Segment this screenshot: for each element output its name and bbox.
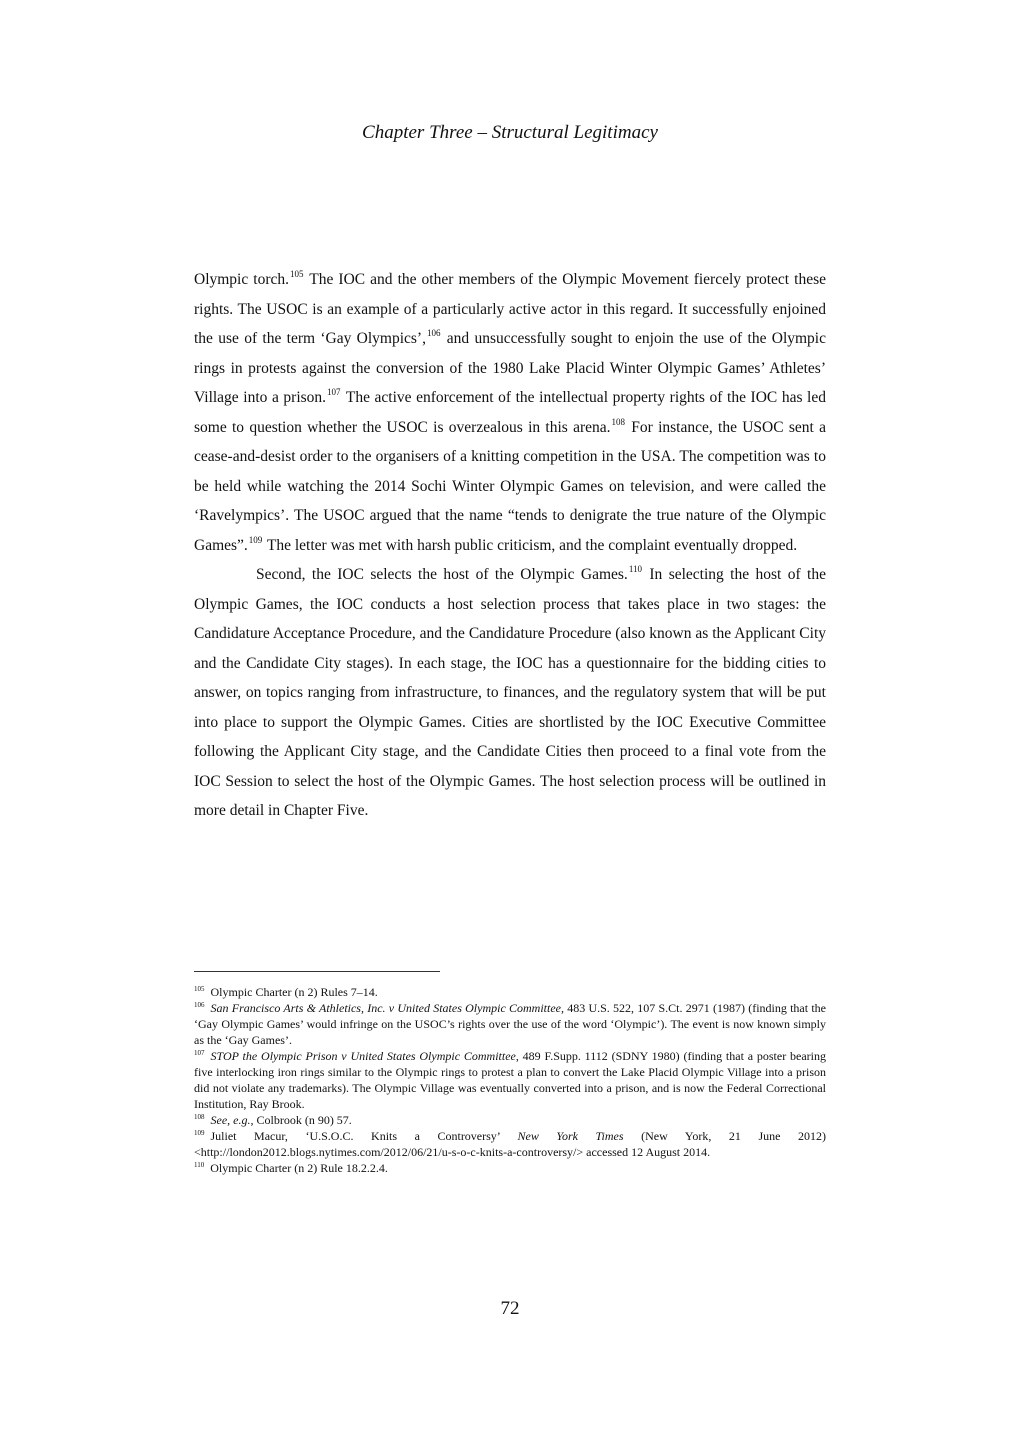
p1-text-5: For instance, the USOC sent a cease-and-desist order to the organisers of a knitting competition in the USA. The competition was to be held while watching the 2014 Sochi Winter Olympic Games on television, and were called the ‘Ravelympics’. The USOC argued that the name “tends to denigrate the true nature of the Olympic Games”. xyxy=(194,418,826,554)
footnote-number: 108 xyxy=(194,1113,205,1121)
page-number: 72 xyxy=(500,1298,520,1319)
footnotes xyxy=(194,984,826,1176)
footnote-text: Olympic Charter (n 2) Rules 7–14. xyxy=(210,985,378,999)
footnote-text: , 483 U.S. 522, 107 S.Ct. 2971 (1987) (finding that the ‘Gay Olympic Games’ would infringe on the USOC’s rights over the use of the word ‘Olympic’). The event is now known simply as the ‘Gay Games’. xyxy=(194,1001,826,1047)
footnote-ref-105: 105 xyxy=(290,269,304,279)
footnote-text: , 489 F.Supp. 1112 (SDNY 1980) (finding that a poster bearing five interlocking iron rings similar to the Olympic rings to protest a plan to convert the Lake Placid Olympic Village into a prison did not violate any trademarks). The Olympic Village was eventually converted into a prison, and is now the Federal Correctional Institution, Ray Brook. xyxy=(194,1049,826,1111)
footnote-ref-109: 109 xyxy=(248,534,263,545)
p1-text-2: The IOC and the other members of the Olympic Movement fiercely protect these rights. The USOC is an example of a particularly active actor in this regard. It successfully enjoined the use of the term ‘Gay Olympics’, xyxy=(194,271,826,347)
case-name: San Francisco Arts & Athletics, Inc. v United States Olympic Committee xyxy=(210,1001,561,1015)
p1-text-6: The letter was met with harsh public criticism, and the complaint eventually dropped. xyxy=(263,536,798,554)
footnote-105 xyxy=(194,984,826,1000)
footnote-ref-107: 107 xyxy=(327,387,341,397)
p1-text-4: The active enforcement of the intellectual property rights of the IOC has led some to question whether the USOC is overzealous in this arena. xyxy=(194,389,826,436)
footnote-107 xyxy=(194,1048,826,1112)
footnote-text: Olympic Charter (n 2) Rule 18.2.2.4. xyxy=(210,1161,388,1175)
footnote-text: Colbrook (n 90) 57. xyxy=(253,1113,352,1127)
footnote-number: 106 xyxy=(194,1001,205,1009)
footnote-ref-106: 106 xyxy=(426,328,441,338)
p1-text-1: Olympic torch. xyxy=(194,271,290,288)
paragraph-2 xyxy=(194,560,826,826)
footnote-number: 109 xyxy=(194,1129,205,1137)
footnote-text: Juliet Macur, ‘U.S.O.C. Knits a Controversy’ xyxy=(210,1129,518,1143)
footnote-number: 105 xyxy=(194,985,205,993)
footnote-number: 110 xyxy=(194,1161,205,1169)
footnote-separator xyxy=(194,971,440,972)
footnote-text-continued: (New York, 21 June 2012) <http://london2012.blogs.nytimes.com/2012/06/21/u-s-o-c-knits-a-controversy/> accessed 12 August 2014. xyxy=(194,1129,826,1159)
p1-text-3: and unsuccessfully sought to enjoin the use of the Olympic rings in protests against the conversion of the 1980 Lake Placid Winter Olympic Games’ Athletes’ Village into a prison. xyxy=(194,330,826,406)
footnote-ref-108: 108 xyxy=(611,416,625,427)
paragraph-1 xyxy=(194,265,826,560)
footnote-number: 107 xyxy=(194,1049,205,1057)
footnote-109 xyxy=(194,1128,826,1160)
p2-text-1: Second, the IOC selects the host of the Olympic Games. xyxy=(256,566,628,583)
case-name: STOP the Olympic Prison v United States Olympic Committee xyxy=(210,1049,516,1063)
footnote-106 xyxy=(194,1000,826,1048)
signal-text: See, e.g., xyxy=(210,1113,254,1127)
running-header: Chapter Three – Structural Legitimacy xyxy=(362,122,658,143)
footnote-110 xyxy=(194,1160,826,1176)
publication-name: New York Times xyxy=(517,1129,624,1143)
body-text xyxy=(194,265,826,826)
footnote-ref-110: 110 xyxy=(628,564,642,574)
p2-text-2: In selecting the host of the Olympic Games, the IOC conducts a host selection process that takes place in two stages: the Candidature Acceptance Procedure, and the Candidature Procedure (also known as the Applicant City and the Candidate City stages). In each stage, the IOC has a questionnaire for the bidding cities to answer, on topics ranging from infrastructure, to finances, and the regulatory system that will be put into place to support the Olympic Games. Cities are shortlisted by the IOC Executive Committee following the Applicant City stage, and the Candidate Cities then proceed to a final vote from the IOC Session to select the host of the Olympic Games. The host selection process will be outlined in more detail in Chapter Five. xyxy=(194,566,826,819)
footnote-108 xyxy=(194,1112,826,1128)
